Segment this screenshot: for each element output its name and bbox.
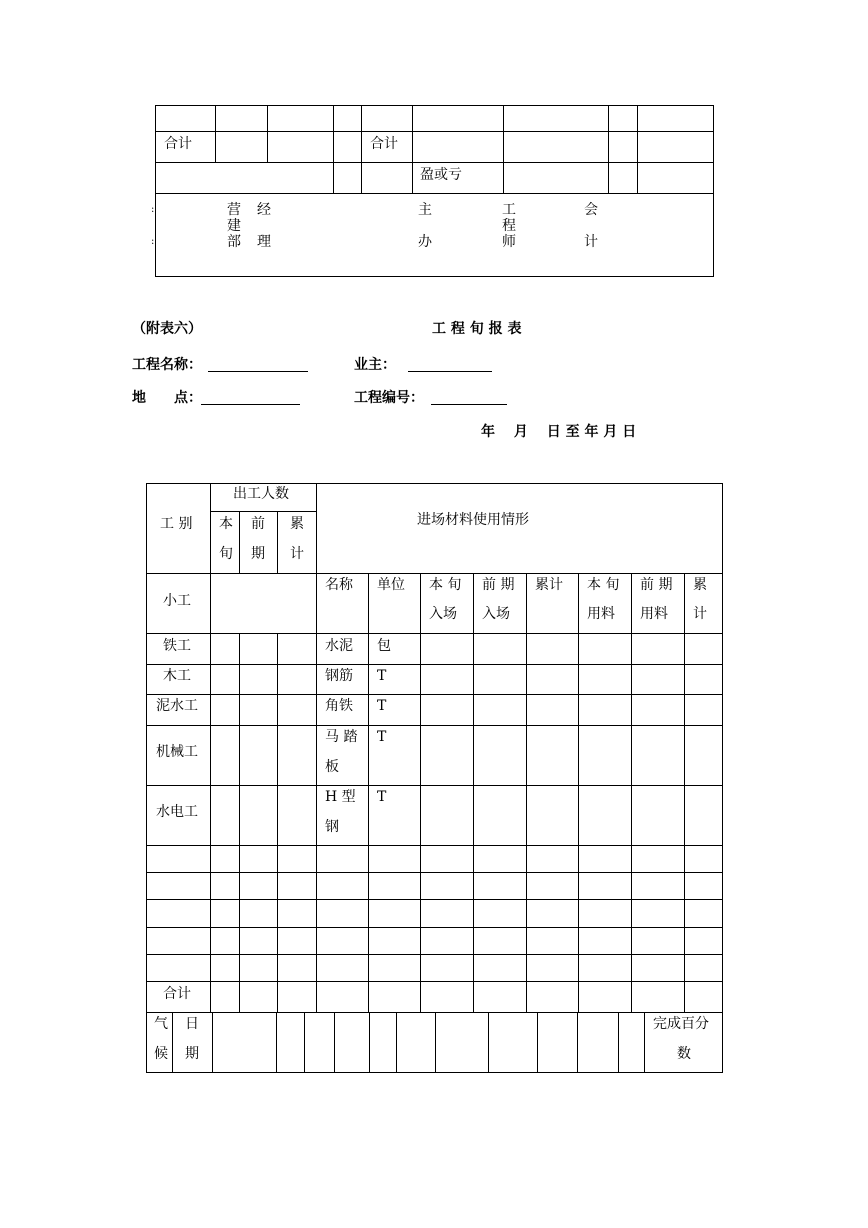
- att-total-1: 累: [290, 516, 304, 532]
- sign-yingjian-1: 营: [227, 202, 241, 218]
- date-range: 年 月 日 至 年 月 日: [481, 424, 637, 440]
- material-name: H 型: [325, 789, 356, 805]
- sign-mark-left: :: [151, 204, 155, 215]
- completion-label-1: 完成百分: [653, 1016, 709, 1032]
- sign-accountant-1: 会: [584, 202, 598, 218]
- mat-col-unit: 单位: [377, 577, 405, 593]
- mat-col-total: 累计: [535, 577, 563, 593]
- completion-label-2: 数: [677, 1046, 691, 1062]
- material-name: 角铁: [325, 698, 353, 714]
- project-no-label: 工程编号：: [354, 390, 424, 406]
- trade-row-label: 水电工: [156, 804, 198, 820]
- material-unit: T: [377, 668, 387, 684]
- weather-label-2: 候: [154, 1046, 168, 1062]
- project-no-field[interactable]: [431, 404, 507, 405]
- materials-header: 进场材料使用情形: [417, 512, 529, 528]
- material-unit: 包: [377, 638, 391, 654]
- location-label: 地 点：: [132, 390, 202, 406]
- page-title: 工 程 旬 报 表: [432, 321, 522, 337]
- material-unit: T: [377, 729, 387, 745]
- col-attendance-header: 出工人数: [233, 486, 289, 502]
- profit-or-loss-label: 盈或亏: [420, 167, 462, 183]
- sign-zhuban-2: 办: [418, 234, 432, 250]
- sign-jingli-2: 理: [257, 234, 271, 250]
- sign-zhuban-1: 主: [418, 202, 432, 218]
- mat-col-prev-in-2: 入场: [482, 606, 510, 622]
- total-label-right: 合计: [370, 136, 398, 152]
- report-table-border: [147, 484, 723, 1073]
- mat-col-prev-use-1: 前 期: [640, 577, 673, 593]
- location-field[interactable]: [201, 404, 300, 405]
- mat-col-name: 名称: [325, 577, 353, 593]
- sign-yingjian-3: 部: [227, 234, 241, 250]
- trade-row-label: 木工: [163, 668, 191, 684]
- project-name-label: 工程名称：: [132, 357, 202, 373]
- att-this-1: 本: [219, 516, 233, 532]
- mat-col-total-use-1: 累: [693, 577, 707, 593]
- material-name-2: 板: [325, 759, 339, 775]
- total-row-label: 合计: [163, 986, 191, 1002]
- mat-col-this-use-1: 本 旬: [587, 577, 620, 593]
- material-unit: T: [377, 789, 387, 805]
- appendix-label: （附表六）: [132, 321, 202, 337]
- sign-engineer-3: 师: [502, 234, 516, 250]
- sign-mark-left-2: :: [151, 236, 155, 247]
- sign-yingjian-2: 建: [227, 218, 241, 234]
- sign-jingli-1: 经: [257, 202, 271, 218]
- owner-field[interactable]: [408, 371, 492, 372]
- sign-engineer-2: 程: [502, 218, 516, 234]
- date-label-2: 期: [185, 1046, 199, 1062]
- col-trade-header: 工 别: [160, 516, 193, 532]
- trade-row-label: 机械工: [156, 744, 198, 760]
- att-this-2: 旬: [219, 546, 233, 562]
- mat-col-total-use-2: 计: [693, 606, 707, 622]
- material-name: 水泥: [325, 638, 353, 654]
- owner-label: 业主：: [354, 357, 396, 373]
- mat-col-this-in-1: 本 旬: [429, 577, 462, 593]
- trade-row-label: 泥水工: [156, 698, 198, 714]
- sign-engineer-1: 工: [502, 202, 516, 218]
- mat-col-this-use-2: 用料: [587, 606, 615, 622]
- trade-row-label: 小工: [163, 593, 191, 609]
- date-label-1: 日: [185, 1016, 199, 1032]
- sign-accountant-2: 计: [584, 234, 598, 250]
- weather-label-1: 气: [154, 1016, 168, 1032]
- project-name-field[interactable]: [208, 371, 308, 372]
- mat-col-prev-use-2: 用料: [640, 606, 668, 622]
- att-prev-1: 前: [251, 516, 265, 532]
- material-name: 马 踏: [325, 729, 358, 745]
- mat-col-this-in-2: 入场: [429, 606, 457, 622]
- att-total-2: 计: [290, 546, 304, 562]
- material-name-2: 钢: [325, 819, 339, 835]
- att-prev-2: 期: [251, 546, 265, 562]
- mat-col-prev-in-1: 前 期: [482, 577, 515, 593]
- total-label-left: 合计: [164, 136, 192, 152]
- trade-row-label: 铁工: [163, 638, 191, 654]
- material-name: 钢筋: [325, 668, 353, 684]
- material-unit: T: [377, 698, 387, 714]
